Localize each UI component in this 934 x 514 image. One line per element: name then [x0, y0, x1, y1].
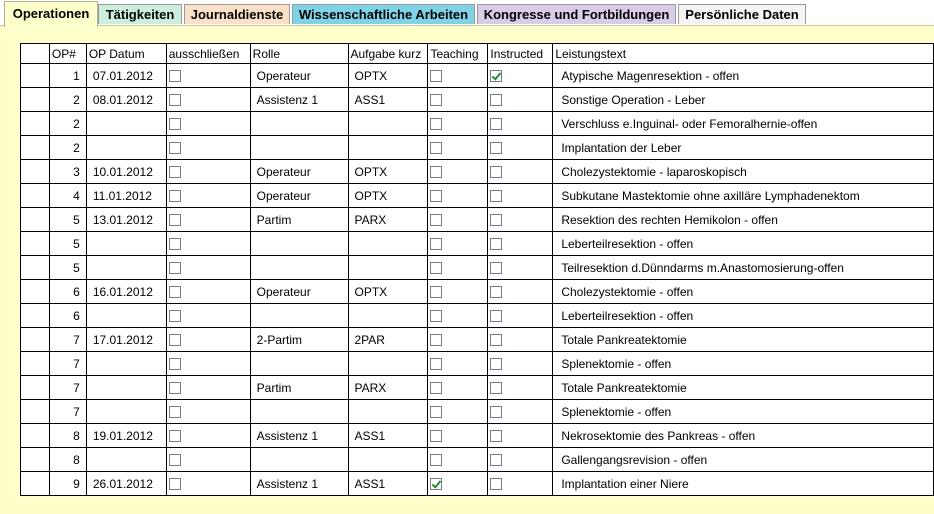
- op-date: 10.01.2012: [86, 160, 166, 184]
- op-date: [86, 376, 166, 400]
- op-date: [86, 448, 166, 472]
- op-date: 26.01.2012: [86, 472, 166, 496]
- instructed-checkbox[interactable]: [490, 382, 502, 394]
- header-op-number[interactable]: OP#: [49, 44, 86, 64]
- role: [250, 256, 348, 280]
- row-selector[interactable]: [21, 376, 50, 400]
- exclude-cell: [166, 448, 250, 472]
- exclude-checkbox[interactable]: [169, 334, 181, 346]
- op-number: 2: [49, 88, 86, 112]
- task-short: [348, 352, 428, 376]
- op-date: [86, 352, 166, 376]
- exclude-cell: [166, 376, 250, 400]
- table-row[interactable]: [21, 136, 934, 160]
- role: Partim: [250, 376, 348, 400]
- instructed-cell: [488, 328, 553, 352]
- instructed-checkbox[interactable]: [490, 214, 502, 226]
- header-op-date[interactable]: OP Datum: [86, 44, 166, 64]
- op-number: 1: [49, 64, 86, 88]
- task-short: OPTX: [348, 64, 428, 88]
- role: [250, 400, 348, 424]
- exclude-cell: [166, 112, 250, 136]
- service-text: Resektion des rechten Hemikolon - offen: [553, 208, 934, 232]
- row-selector[interactable]: [21, 256, 50, 280]
- role: Operateur: [250, 280, 348, 304]
- tab-panel: [0, 25, 934, 514]
- role: [250, 304, 348, 328]
- exclude-cell: [166, 424, 250, 448]
- op-date: [86, 136, 166, 160]
- exclude-checkbox[interactable]: [169, 238, 181, 250]
- task-short: PARX: [348, 208, 428, 232]
- op-number: 9: [49, 472, 86, 496]
- exclude-cell: [166, 232, 250, 256]
- role: Operateur: [250, 64, 348, 88]
- instructed-cell: [488, 112, 553, 136]
- exclude-checkbox[interactable]: [169, 406, 181, 418]
- row-selector[interactable]: [21, 472, 50, 496]
- exclude-checkbox[interactable]: [169, 358, 181, 370]
- exclude-checkbox[interactable]: [169, 430, 181, 442]
- service-text: Cholezystektomie - offen: [553, 280, 934, 304]
- op-date: [86, 112, 166, 136]
- task-short: [348, 112, 428, 136]
- header-role[interactable]: Rolle: [250, 44, 348, 64]
- operations-table: [20, 43, 934, 496]
- header-select[interactable]: [21, 44, 50, 64]
- op-date: 17.01.2012: [86, 328, 166, 352]
- exclude-cell: [166, 184, 250, 208]
- op-date: [86, 400, 166, 424]
- role: Partim: [250, 208, 348, 232]
- row-selector[interactable]: [21, 88, 50, 112]
- teaching-checkbox[interactable]: [430, 142, 442, 154]
- teaching-cell: [428, 376, 488, 400]
- instructed-checkbox[interactable]: [490, 118, 502, 130]
- service-text: Verschluss e.Inguinal- oder Femoralhernie-offen: [553, 112, 934, 136]
- header-exclude[interactable]: ausschließen: [166, 44, 250, 64]
- instructed-cell: [488, 448, 553, 472]
- teaching-cell: [428, 472, 488, 496]
- instructed-checkbox[interactable]: [490, 430, 502, 442]
- teaching-checkbox[interactable]: [430, 430, 442, 442]
- service-text: Implantation einer Niere: [553, 472, 934, 496]
- op-number: 7: [49, 376, 86, 400]
- op-date: 16.01.2012: [86, 280, 166, 304]
- tab-taetigkeiten[interactable]: Tätigkeiten: [98, 4, 182, 24]
- table-row[interactable]: [21, 352, 934, 376]
- instructed-cell: [488, 184, 553, 208]
- service-text: Totale Pankreatektomie: [553, 328, 934, 352]
- task-short: OPTX: [348, 160, 428, 184]
- instructed-checkbox[interactable]: [490, 478, 502, 490]
- task-short: OPTX: [348, 280, 428, 304]
- instructed-checkbox[interactable]: [490, 70, 502, 82]
- row-selector[interactable]: [21, 232, 50, 256]
- instructed-cell: [488, 472, 553, 496]
- instructed-cell: [488, 208, 553, 232]
- exclude-cell: [166, 400, 250, 424]
- service-text: Atypische Magenresektion - offen: [553, 64, 934, 88]
- instructed-checkbox[interactable]: [490, 358, 502, 370]
- exclude-checkbox[interactable]: [169, 70, 181, 82]
- table-row[interactable]: [21, 280, 934, 304]
- instructed-cell: [488, 400, 553, 424]
- table-row[interactable]: [21, 160, 934, 184]
- task-short: OPTX: [348, 184, 428, 208]
- role: Operateur: [250, 160, 348, 184]
- op-number: 7: [49, 400, 86, 424]
- task-short: ASS1: [348, 424, 428, 448]
- exclude-cell: [166, 64, 250, 88]
- teaching-cell: [428, 136, 488, 160]
- table-row[interactable]: [21, 256, 934, 280]
- row-selector[interactable]: [21, 352, 50, 376]
- teaching-checkbox[interactable]: [430, 358, 442, 370]
- row-selector[interactable]: [21, 448, 50, 472]
- exclude-cell: [166, 352, 250, 376]
- service-text: Teilresektion d.Dünndarms m.Anastomosierung-offen: [553, 256, 934, 280]
- role: Assistenz 1: [250, 472, 348, 496]
- op-number: 4: [49, 184, 86, 208]
- row-selector[interactable]: [21, 64, 50, 88]
- exclude-checkbox[interactable]: [169, 454, 181, 466]
- header-instructed[interactable]: Instructed: [488, 44, 553, 64]
- task-short: 2PAR: [348, 328, 428, 352]
- role: 2-Partim: [250, 328, 348, 352]
- row-selector[interactable]: [21, 208, 50, 232]
- exclude-cell: [166, 328, 250, 352]
- teaching-checkbox[interactable]: [430, 454, 442, 466]
- exclude-checkbox[interactable]: [169, 94, 181, 106]
- table-row[interactable]: [21, 112, 934, 136]
- instructed-checkbox[interactable]: [490, 310, 502, 322]
- header-service-text[interactable]: Leistungstext: [553, 44, 934, 64]
- teaching-checkbox[interactable]: [430, 286, 442, 298]
- exclude-checkbox[interactable]: [169, 262, 181, 274]
- exclude-checkbox[interactable]: [169, 190, 181, 202]
- op-number: 7: [49, 328, 86, 352]
- exclude-cell: [166, 160, 250, 184]
- service-text: Cholezystektomie - laparoskopisch: [553, 160, 934, 184]
- task-short: [348, 256, 428, 280]
- task-short: ASS1: [348, 472, 428, 496]
- task-short: [348, 304, 428, 328]
- service-text: Leberteilresektion - offen: [553, 304, 934, 328]
- op-number: 2: [49, 136, 86, 160]
- role: Operateur: [250, 184, 348, 208]
- instructed-checkbox[interactable]: [490, 286, 502, 298]
- instructed-cell: [488, 136, 553, 160]
- role: [250, 352, 348, 376]
- table-header-row: [21, 44, 934, 64]
- tab-wissenschaftliche-arbeiten[interactable]: Wissenschaftliche Arbeiten: [292, 4, 475, 24]
- exclude-checkbox[interactable]: [169, 286, 181, 298]
- op-number: 7: [49, 352, 86, 376]
- exclude-cell: [166, 472, 250, 496]
- instructed-cell: [488, 160, 553, 184]
- op-date: 13.01.2012: [86, 208, 166, 232]
- instructed-checkbox[interactable]: [490, 166, 502, 178]
- instructed-cell: [488, 280, 553, 304]
- teaching-cell: [428, 304, 488, 328]
- task-short: [348, 232, 428, 256]
- task-short: [348, 400, 428, 424]
- row-selector[interactable]: [21, 136, 50, 160]
- tab-operationen[interactable]: Operationen: [4, 1, 98, 27]
- service-text: Totale Pankreatektomie: [553, 376, 934, 400]
- teaching-cell: [428, 184, 488, 208]
- table-row[interactable]: [21, 400, 934, 424]
- op-number: 5: [49, 232, 86, 256]
- table-row[interactable]: [21, 64, 934, 88]
- op-date: 11.01.2012: [86, 184, 166, 208]
- op-number: 2: [49, 112, 86, 136]
- table-row[interactable]: [21, 472, 934, 496]
- teaching-cell: [428, 352, 488, 376]
- header-teaching[interactable]: Teaching: [428, 44, 488, 64]
- table-row[interactable]: [21, 328, 934, 352]
- teaching-cell: [428, 64, 488, 88]
- instructed-checkbox[interactable]: [490, 238, 502, 250]
- instructed-checkbox[interactable]: [490, 406, 502, 418]
- table-row[interactable]: [21, 232, 934, 256]
- teaching-checkbox[interactable]: [430, 166, 442, 178]
- task-short: ASS1: [348, 88, 428, 112]
- tab-kongresse-und-fortbildungen[interactable]: Kongresse und Fortbildungen: [477, 4, 676, 24]
- exclude-checkbox[interactable]: [169, 478, 181, 490]
- role: [250, 232, 348, 256]
- teaching-cell: [428, 280, 488, 304]
- op-number: 6: [49, 280, 86, 304]
- teaching-cell: [428, 88, 488, 112]
- role: [250, 112, 348, 136]
- row-selector[interactable]: [21, 160, 50, 184]
- role: [250, 448, 348, 472]
- op-date: 07.01.2012: [86, 64, 166, 88]
- teaching-checkbox[interactable]: [430, 478, 442, 490]
- instructed-cell: [488, 232, 553, 256]
- table-row[interactable]: [21, 448, 934, 472]
- instructed-checkbox[interactable]: [490, 190, 502, 202]
- role: [250, 136, 348, 160]
- teaching-checkbox[interactable]: [430, 190, 442, 202]
- instructed-checkbox[interactable]: [490, 262, 502, 274]
- exclude-cell: [166, 280, 250, 304]
- op-number: 6: [49, 304, 86, 328]
- header-task-short[interactable]: Aufgabe kurz: [348, 44, 428, 64]
- service-text: Subkutane Mastektomie ohne axilläre Lymphadenektom: [553, 184, 934, 208]
- row-selector[interactable]: [21, 112, 50, 136]
- row-selector[interactable]: [21, 304, 50, 328]
- tab-bar: [0, 0, 934, 26]
- service-text: Gallengangsrevision - offen: [553, 448, 934, 472]
- teaching-cell: [428, 424, 488, 448]
- role: Assistenz 1: [250, 88, 348, 112]
- table-row[interactable]: [21, 184, 934, 208]
- instructed-cell: [488, 304, 553, 328]
- instructed-cell: [488, 64, 553, 88]
- teaching-checkbox[interactable]: [430, 334, 442, 346]
- teaching-cell: [428, 328, 488, 352]
- instructed-checkbox[interactable]: [490, 334, 502, 346]
- exclude-checkbox[interactable]: [169, 142, 181, 154]
- exclude-checkbox[interactable]: [169, 214, 181, 226]
- table-row[interactable]: [21, 424, 934, 448]
- exclude-cell: [166, 208, 250, 232]
- teaching-checkbox[interactable]: [430, 238, 442, 250]
- teaching-checkbox[interactable]: [430, 70, 442, 82]
- tab-persoenliche-daten[interactable]: Persönliche Daten: [678, 4, 806, 24]
- exclude-checkbox[interactable]: [169, 382, 181, 394]
- service-text: Splenektomie - offen: [553, 352, 934, 376]
- instructed-cell: [488, 256, 553, 280]
- service-text: Splenektomie - offen: [553, 400, 934, 424]
- instructed-cell: [488, 376, 553, 400]
- teaching-checkbox[interactable]: [430, 214, 442, 226]
- table-row[interactable]: [21, 376, 934, 400]
- exclude-checkbox[interactable]: [169, 118, 181, 130]
- instructed-cell: [488, 424, 553, 448]
- exclude-checkbox[interactable]: [169, 166, 181, 178]
- op-date: 19.01.2012: [86, 424, 166, 448]
- op-date: [86, 304, 166, 328]
- task-short: [348, 448, 428, 472]
- tab-journaldienste[interactable]: Journaldienste: [184, 4, 290, 24]
- table-row[interactable]: [21, 88, 934, 112]
- service-text: Nekrosektomie des Pankreas - offen: [553, 424, 934, 448]
- exclude-cell: [166, 136, 250, 160]
- teaching-cell: [428, 232, 488, 256]
- teaching-checkbox[interactable]: [430, 94, 442, 106]
- teaching-cell: [428, 112, 488, 136]
- exclude-checkbox[interactable]: [169, 310, 181, 322]
- instructed-checkbox[interactable]: [490, 454, 502, 466]
- exclude-cell: [166, 88, 250, 112]
- teaching-cell: [428, 400, 488, 424]
- row-selector[interactable]: [21, 328, 50, 352]
- task-short: [348, 136, 428, 160]
- op-date: 08.01.2012: [86, 88, 166, 112]
- teaching-cell: [428, 256, 488, 280]
- row-selector[interactable]: [21, 184, 50, 208]
- instructed-cell: [488, 88, 553, 112]
- row-selector[interactable]: [21, 400, 50, 424]
- op-number: 8: [49, 424, 86, 448]
- instructed-checkbox[interactable]: [490, 142, 502, 154]
- teaching-checkbox[interactable]: [430, 406, 442, 418]
- service-text: Leberteilresektion - offen: [553, 232, 934, 256]
- op-date: [86, 232, 166, 256]
- table-row[interactable]: [21, 208, 934, 232]
- role: Assistenz 1: [250, 424, 348, 448]
- service-text: Implantation der Leber: [553, 136, 934, 160]
- exclude-cell: [166, 256, 250, 280]
- op-number: 8: [49, 448, 86, 472]
- op-number: 3: [49, 160, 86, 184]
- table-row[interactable]: [21, 304, 934, 328]
- op-date: [86, 256, 166, 280]
- teaching-checkbox[interactable]: [430, 262, 442, 274]
- teaching-cell: [428, 208, 488, 232]
- exclude-cell: [166, 304, 250, 328]
- instructed-checkbox[interactable]: [490, 94, 502, 106]
- teaching-cell: [428, 160, 488, 184]
- teaching-cell: [428, 448, 488, 472]
- row-selector[interactable]: [21, 424, 50, 448]
- teaching-checkbox[interactable]: [430, 382, 442, 394]
- teaching-checkbox[interactable]: [430, 310, 442, 322]
- teaching-checkbox[interactable]: [430, 118, 442, 130]
- op-number: 5: [49, 256, 86, 280]
- task-short: PARX: [348, 376, 428, 400]
- service-text: Sonstige Operation - Leber: [553, 88, 934, 112]
- instructed-cell: [488, 352, 553, 376]
- op-number: 5: [49, 208, 86, 232]
- row-selector[interactable]: [21, 280, 50, 304]
